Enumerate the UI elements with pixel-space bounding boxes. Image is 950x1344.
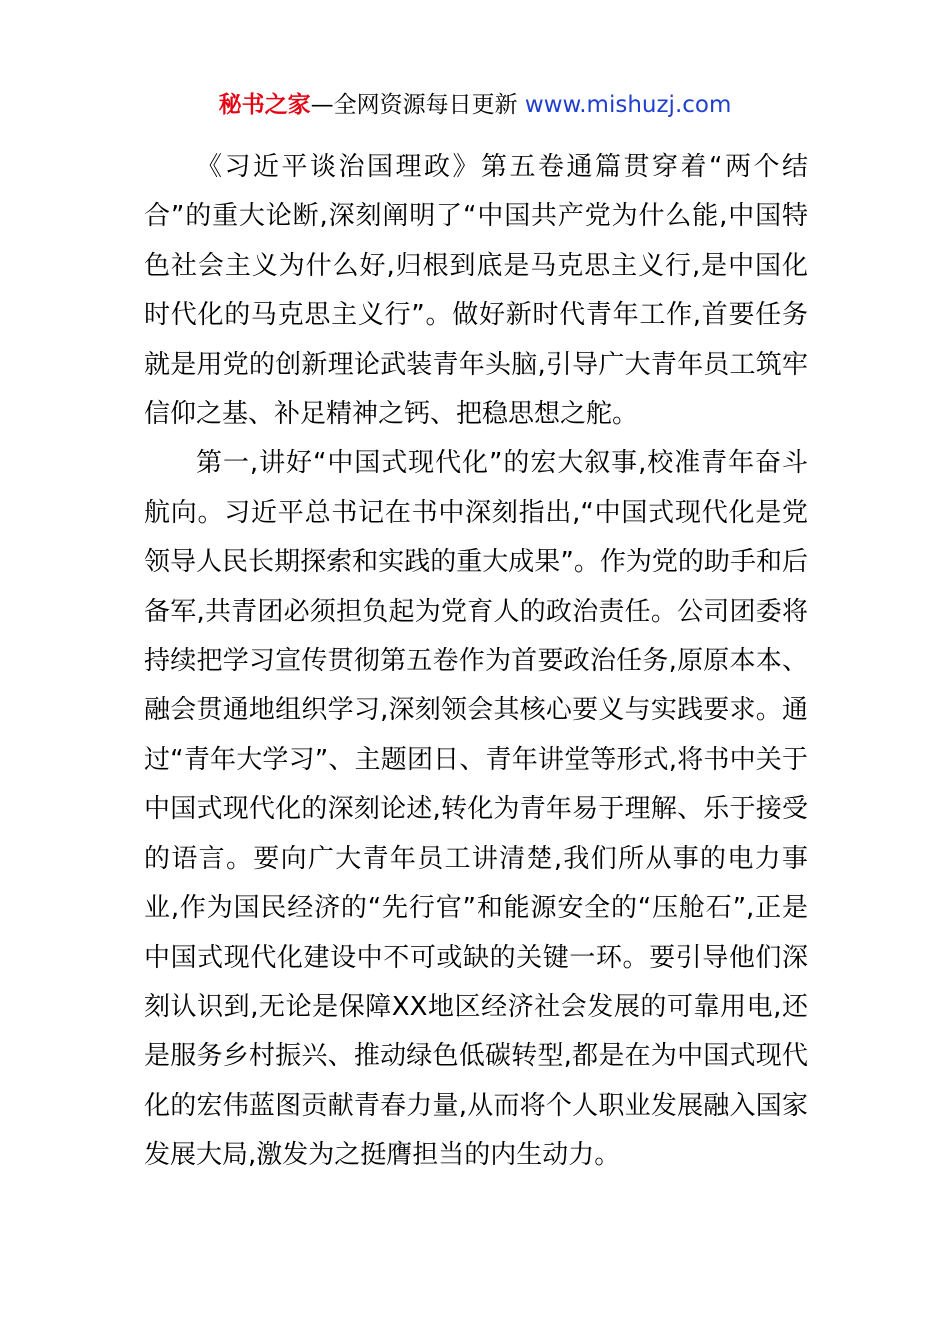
brand-name: 秘书之家 xyxy=(218,92,311,118)
site-header xyxy=(0,86,950,124)
paragraph-intro: 《习近平谈治国理政》第五卷通篇贯穿着“两个结合”的重大论断,深刻阐明了“中国共产党为什么能,中国特色社会主义为什么好,归根到底是马克思主义行,是中国化时代化的马克思主义行”。做好新时代青年工作,首要任务就是用党的创新理论武装青年头脑,引导广大青年员工筑牢信仰之基、补足精神之钙、把稳思想之舵。 xyxy=(144,152,808,430)
site-url-link[interactable]: www.mishuzj.com xyxy=(524,92,732,118)
header-tagline: —全网资源每日更新 xyxy=(310,92,518,118)
paragraph-first-point: 第一,讲好“中国式现代化”的宏大叙事,校准青年奋斗航向。习近平总书记在书中深刻指出,“中国式现代化是党领导人民长期探索和实践的重大成果”。作为党的助手和后备军,共青团必须担负起为党育人的政治责任。公司团委将持续把学习宣传贯彻第五卷作为首要政治任务,原原本本、融会贯通地组织学习,深刻领会其核心要义与实践要求。通过“青年大学习”、主题团日、青年讲堂等形式,将书中关于中国式现代化的深刻论述,转化为青年易于理解、乐于接受的语言。要向广大青年员工讲清楚,我们所从事的电力事业,作为国民经济的“先行官”和能源安全的“压舱石”,正是中国式现代化建设中不可或缺的关键一环。要引导他们深刻认识到,无论是保障XX地区经济社会发展的可靠用电,还是服务乡村振兴、推动绿色低碳转型,都是在为中国式现代化的宏伟蓝图贡献青春力量,从而将个人职业发展融入国家发展大局,激发为之挺膺担当的内生动力。 xyxy=(144,448,808,1171)
document-body xyxy=(144,143,808,1181)
